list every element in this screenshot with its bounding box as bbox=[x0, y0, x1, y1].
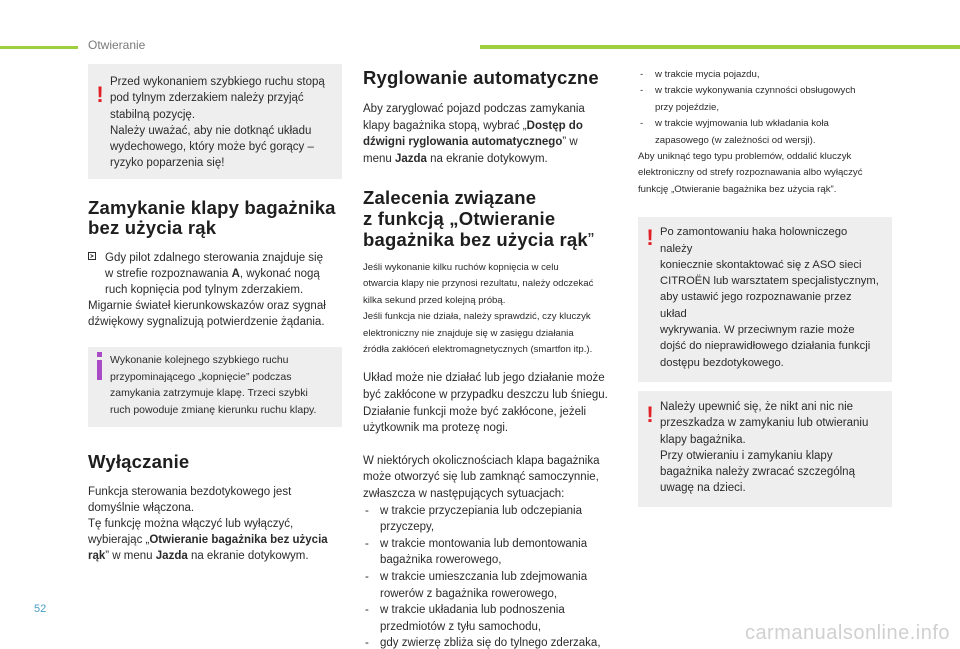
text-line: Należy uważać, aby nie dotknąć układu bbox=[110, 124, 312, 137]
list-item: - w trakcie wyjmowania lub wkładania koła zapasowego (w zależności od wersji). bbox=[640, 118, 829, 146]
list-item: - w trakcie montowania lub demontowania bagażnika rowerowego, bbox=[365, 537, 588, 567]
text-line: Przy otwieraniu i zamykaniu klapy bbox=[660, 449, 833, 462]
text-line: koniecznie skontaktować się z ASO sieci bbox=[660, 258, 862, 271]
text-line: zamykania zatrzymuje klapę. Trzeci szybki bbox=[110, 387, 308, 399]
text-line: Wykonanie kolejnego szybkiego ruchu bbox=[110, 354, 289, 366]
situations-continued: - w trakcie mycia pojazdu, - w trakcie wykonywania czynności obsługowych przy pojeździe, - w trakcie wyjmowania lub wkładania koła zapasowego (w zależności od wersji). Aby uniknąć tego typu problemów, oddalić kluczyk elektroniczny od strefy rozpoznawania albo wyłączyć funkcję „Otwieranie bagażnika bez użycia rąk”. bbox=[638, 67, 892, 198]
warning-box-obstruction bbox=[638, 391, 892, 507]
text-line: ryzyko poparzenia się! bbox=[110, 157, 225, 170]
text-line: pod tylnym zderzakiem należy przyjąć bbox=[110, 92, 304, 105]
heading-closing: Zamykanie klapy bagażnika bez użycia rąk bbox=[88, 197, 336, 238]
text-line: Należy upewnić się, że nikt ani nic nie bbox=[660, 400, 854, 413]
text-line: aby ustawić jego rozpoznawanie przez układ bbox=[660, 291, 852, 320]
warning-icon: ! bbox=[646, 401, 654, 427]
text-line: wydechowego, który może być gorący – bbox=[110, 141, 314, 154]
text-line: CITROËN lub warsztatem specjalistycznym, bbox=[660, 275, 879, 288]
list-item: - w trakcie przyczepiania lub odczepiania przyczepy, bbox=[365, 504, 582, 534]
text-line: Migarnie świateł kierunkowskazów oraz sygnał bbox=[88, 300, 326, 312]
column-right bbox=[638, 64, 892, 507]
text-line: przypominającego „kopnięcie” podczas bbox=[110, 370, 292, 383]
text-line: dostępu bezdotykowego. bbox=[660, 356, 784, 369]
list-item: - gdy zwierzę zbliża się do tylnego zderzaka, bbox=[365, 637, 601, 649]
text-line: wykrywania. W przeciwnym razie może bbox=[660, 324, 855, 337]
section-label: Otwieranie bbox=[88, 38, 146, 52]
list-item: - w trakcie umieszczania lub zdejmowania rowerów z bagażnika rowerowego, bbox=[365, 570, 588, 600]
warning-box-towbar bbox=[638, 217, 892, 382]
disable-text: Funkcja sterowania bezdotykowego jest domyślnie włączona. Tę funkcję można włączyć lub wyłączyć, wybierając „Otwieranie bagażnika bez użycia rąk” w menu Jazda na ekranie dotykowym. bbox=[88, 486, 328, 562]
closing-instructions bbox=[88, 250, 342, 330]
text-line: przeszkadza w zamykaniu lub otwieraniu bbox=[660, 417, 869, 430]
auto-lock-text: Aby zaryglować pojazd podczas zamykania klapy bagażnika stopą, wybrać „Dostęp do dźwigni ryglowania automatycznego” w menu Jazda na ekranie dotykowym. bbox=[363, 103, 585, 165]
conditions-text: Układ może nie działać lub jego działanie może być zakłócone w przypadku deszczu lub śniegu. Działanie funkcji może być zakłócone, jeżeli użytkownik ma protezę nogi. bbox=[363, 372, 608, 435]
bullet-item: Gdy pilot zdalnego sterowania znajduje się w strefie rozpoznawania A, wykonać nogą ruch kopnięcia pod tylnym zderzakiem. bbox=[88, 250, 342, 298]
text-line: Po zamontowaniu haka holowniczego należy bbox=[660, 226, 848, 255]
text-line: ruch powoduje zmianę kierunku ruchu klapy. bbox=[110, 403, 317, 416]
text-line: stabilną pozycję. bbox=[110, 108, 196, 121]
text-line: uwagę na dzieci. bbox=[660, 482, 746, 495]
text-line: bagażnika należy zwracać szczególną bbox=[660, 466, 855, 479]
watermark: carmanualsonline.info bbox=[744, 622, 950, 644]
warning-icon: ! bbox=[646, 225, 654, 251]
info-icon bbox=[94, 352, 106, 380]
header-bar-right bbox=[480, 45, 960, 49]
list-item: - w trakcie mycia pojazdu, bbox=[640, 69, 760, 80]
column-left bbox=[88, 64, 342, 564]
heading-recommendations: Zalecenia związane z funkcją „Otwieranie bagażnika bez użycia rąk” bbox=[363, 187, 595, 250]
info-box-kick bbox=[88, 347, 342, 427]
text-line: dźwiękowy sygnalizują potwierdzenie żądania. bbox=[88, 316, 325, 328]
heading-disable: Wyłączanie bbox=[88, 451, 190, 472]
heading-auto-lock: Ryglowanie automatyczne bbox=[363, 67, 599, 88]
text-line: Przed wykonaniem szybkiego ruchu stopą bbox=[110, 76, 325, 88]
column-middle bbox=[363, 64, 621, 649]
list-item: - w trakcie wykonywania czynności obsługowych przy pojeździe, bbox=[640, 85, 856, 113]
warning-box-posture bbox=[88, 64, 342, 179]
list-item: - w trakcie układania lub podnoszenia przedmiotów z tyłu samochodu, bbox=[365, 604, 565, 633]
situations-text: W niektórych okolicznościach klapa bagażnika może otworzyć się lub zamknąć samoczynnie, zwłaszcza w następujących sytuacjach: - w trakcie przyczepiania lub odczepiania przyczepy, - w trakcie montowania lub demontowania bagażnika rowerowego, - w trakcie umieszczania lub zdejmowania rowerów z bagażnika rowerowego, - w trakcie układania lub podnoszenia przedmiotów z tyłu samochodu, - gdy zwierzę zbliża się do tylnego zderzaka, bbox=[363, 453, 621, 649]
arrow-bullet-icon bbox=[88, 250, 97, 266]
warning-icon: ! bbox=[96, 82, 104, 107]
page-number: 52 bbox=[34, 603, 47, 615]
text-line: klapy bagażnika. bbox=[660, 433, 746, 446]
recommendations-note: Jeśli wykonanie kilku ruchów kopnięcia w celu otwarcia klapy nie przynosi rezultatu, należy odczekać kilka sekund przed kolejną próbą. Jeśli funkcja nie działa, należy sprawdzić, czy kluczyk elektroniczny nie znajduje się w zasięgu działania źródła zakłóceń elektromagnetycznych (smartfon itp.). bbox=[363, 262, 594, 356]
text-line: dojść do nieprawidłowego działania funkcji bbox=[660, 340, 871, 353]
header-bar-left bbox=[0, 46, 78, 49]
